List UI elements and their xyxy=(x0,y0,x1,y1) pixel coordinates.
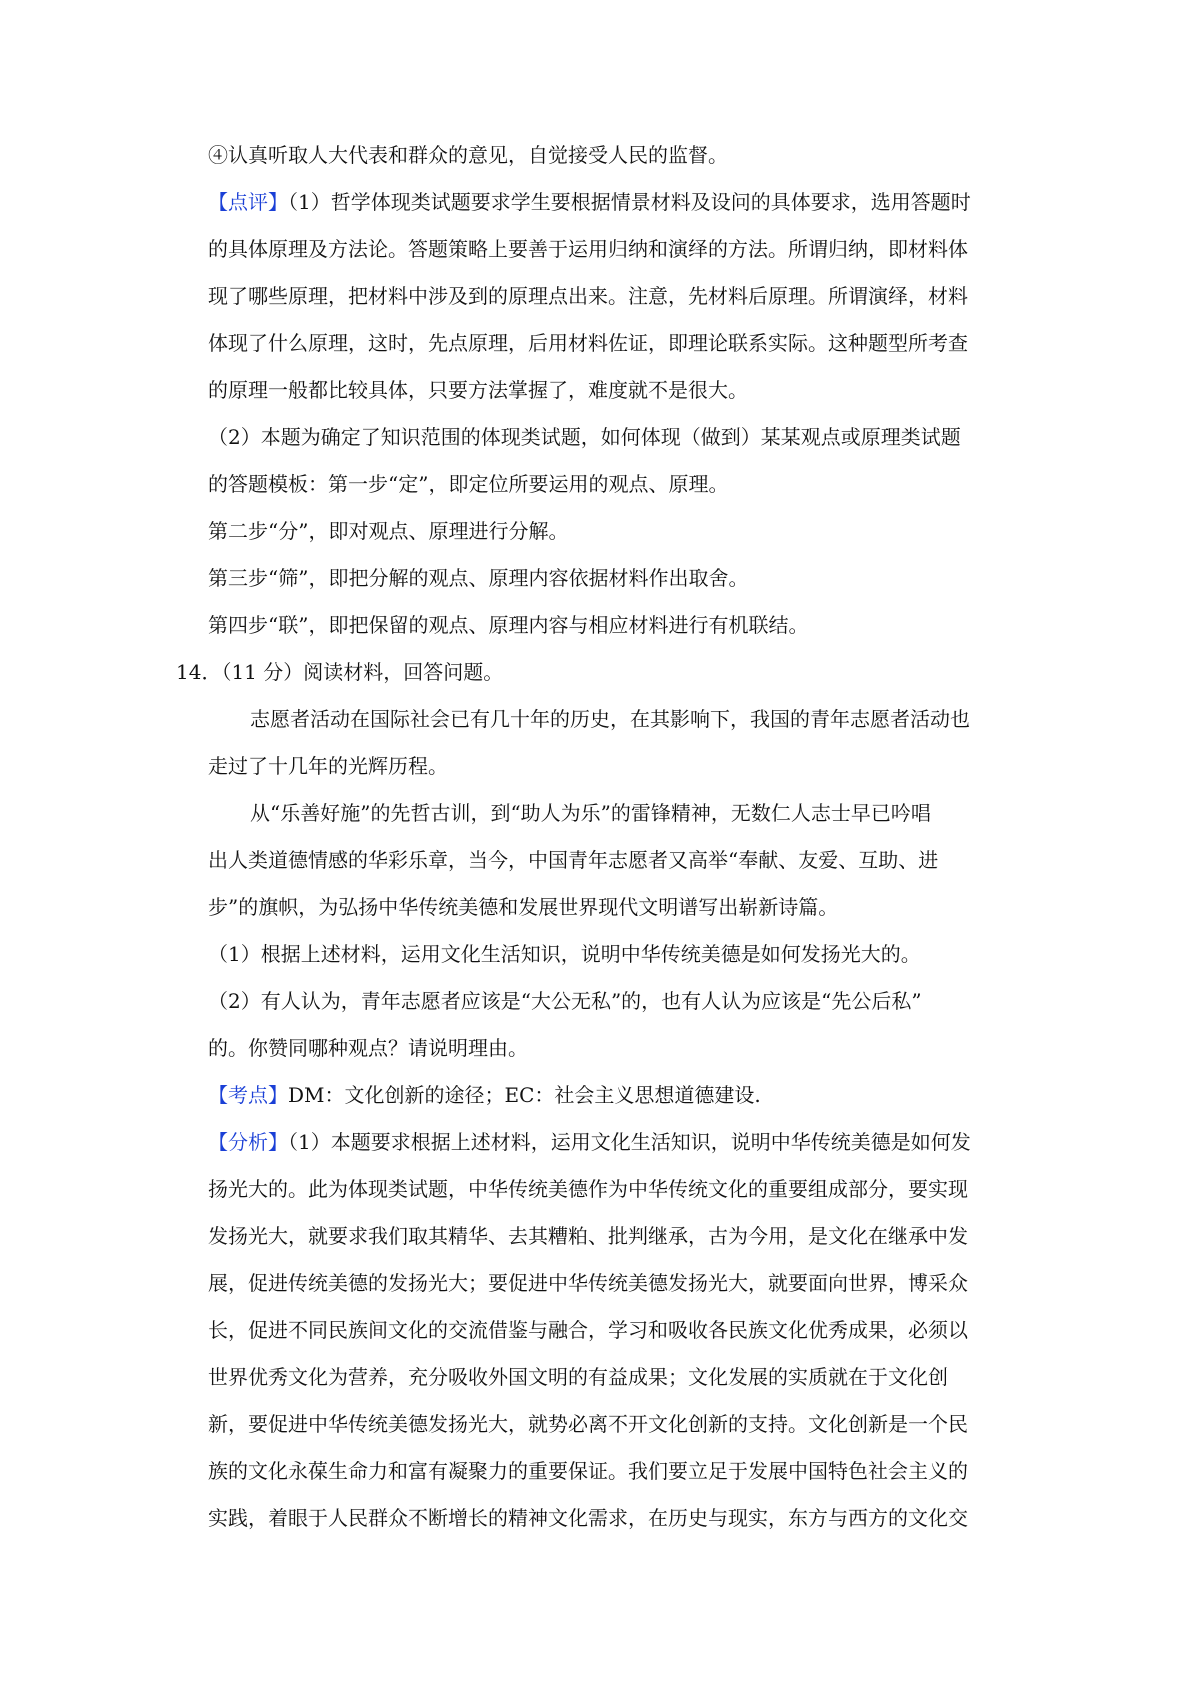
text-line: 出人类道德情感的华彩乐章，当今，中国青年志愿者又高举“奉献、友爱、互助、进 xyxy=(208,848,939,872)
text-line: 第二步“分”，即对观点、原理进行分解。 xyxy=(208,519,569,543)
text-line: 实践，着眼于人民群众不断增长的精神文化需求，在历史与现实，东方与西方的文化交 xyxy=(208,1506,968,1530)
text-line: 族的文化永葆生命力和富有凝聚力的重要保证。我们要立足于发展中国特色社会主义的 xyxy=(208,1459,968,1483)
text-line: ④认真听取人大代表和群众的意见，自觉接受人民的监督。 xyxy=(208,143,728,167)
text-line: 扬光大的。此为体现类试题，中华传统美德作为中华传统文化的重要组成部分，要实现 xyxy=(208,1177,968,1201)
analysis-heading-line xyxy=(208,1127,971,1157)
text-line: 新，要促进中华传统美德发扬光大，就势必离不开文化创新的支持。文化创新是一个民 xyxy=(208,1412,968,1436)
text-line: 的原理一般都比较具体，只要方法掌握了，难度就不是很大。 xyxy=(208,378,748,402)
analysis-text: （1）本题要求根据上述材料，运用文化生活知识，说明中华传统美德是如何发 xyxy=(288,1130,971,1154)
exam-point-tag: 【考点】 xyxy=(208,1083,288,1107)
exam-point-text: DM：文化创新的途径；EC：社会主义思想道德建设. xyxy=(288,1083,761,1107)
material-paragraph-start: 从“乐善好施”的先哲古训，到“助人为乐”的雷锋精神，无数仁人志士早已吟唱 xyxy=(250,801,931,825)
review-heading-line xyxy=(208,187,971,217)
text-line: 现了哪些原理，把材料中涉及到的原理点出来。注意，先材料后原理。所谓演绎，材料 xyxy=(208,284,968,308)
exam-point-line xyxy=(208,1080,761,1110)
text-line: 长，促进不同民族间文化的交流借鉴与融合，学习和吸收各民族文化优秀成果，必须以 xyxy=(208,1318,968,1342)
text-line: 的答题模板：第一步“定”，即定位所要运用的观点、原理。 xyxy=(208,472,729,496)
text-line: 第四步“联”，即把保留的观点、原理内容与相应材料进行有机联结。 xyxy=(208,613,809,637)
review-tag: 【点评】 xyxy=(208,190,288,214)
analysis-tag: 【分析】 xyxy=(208,1130,288,1154)
text-line: 步”的旗帜，为弘扬中华传统美德和发展世界现代文明谱写出崭新诗篇。 xyxy=(208,895,839,919)
text-line: （2）本题为确定了知识范围的体现类试题，如何体现（做到）某某观点或原理类试题 xyxy=(208,425,961,449)
text-line: 走过了十几年的光辉历程。 xyxy=(208,754,448,778)
question-heading: 14．（11 分）阅读材料，回答问题。 xyxy=(176,660,504,684)
subquestion-1: （1）根据上述材料，运用文化生活知识，说明中华传统美德是如何发扬光大的。 xyxy=(208,942,921,966)
text-line: 世界优秀文化为营养，充分吸收外国文明的有益成果；文化发展的实质就在于文化创 xyxy=(208,1365,948,1389)
review-text: （1）哲学体现类试题要求学生要根据情景材料及设问的具体要求，选用答题时 xyxy=(288,190,971,214)
material-paragraph-start: 志愿者活动在国际社会已有几十年的历史，在其影响下，我国的青年志愿者活动也 xyxy=(250,707,970,731)
text-line: 体现了什么原理，这时，先点原理，后用材料佐证，即理论联系实际。这种题型所考查 xyxy=(208,331,968,355)
text-line: 第三步“筛”，即把分解的观点、原理内容依据材料作出取舍。 xyxy=(208,566,749,590)
text-line: 的。你赞同哪种观点？请说明理由。 xyxy=(208,1036,528,1060)
text-line: 的具体原理及方法论。答题策略上要善于运用归纳和演绎的方法。所谓归纳，即材料体 xyxy=(208,237,968,261)
text-line: 发扬光大，就要求我们取其精华、去其糟粕、批判继承，古为今用，是文化在继承中发 xyxy=(208,1224,968,1248)
text-line: 展，促进传统美德的发扬光大；要促进中华传统美德发扬光大，就要面向世界，博采众 xyxy=(208,1271,968,1295)
subquestion-2: （2）有人认为，青年志愿者应该是“大公无私”的，也有人认为应该是“先公后私” xyxy=(208,989,922,1013)
